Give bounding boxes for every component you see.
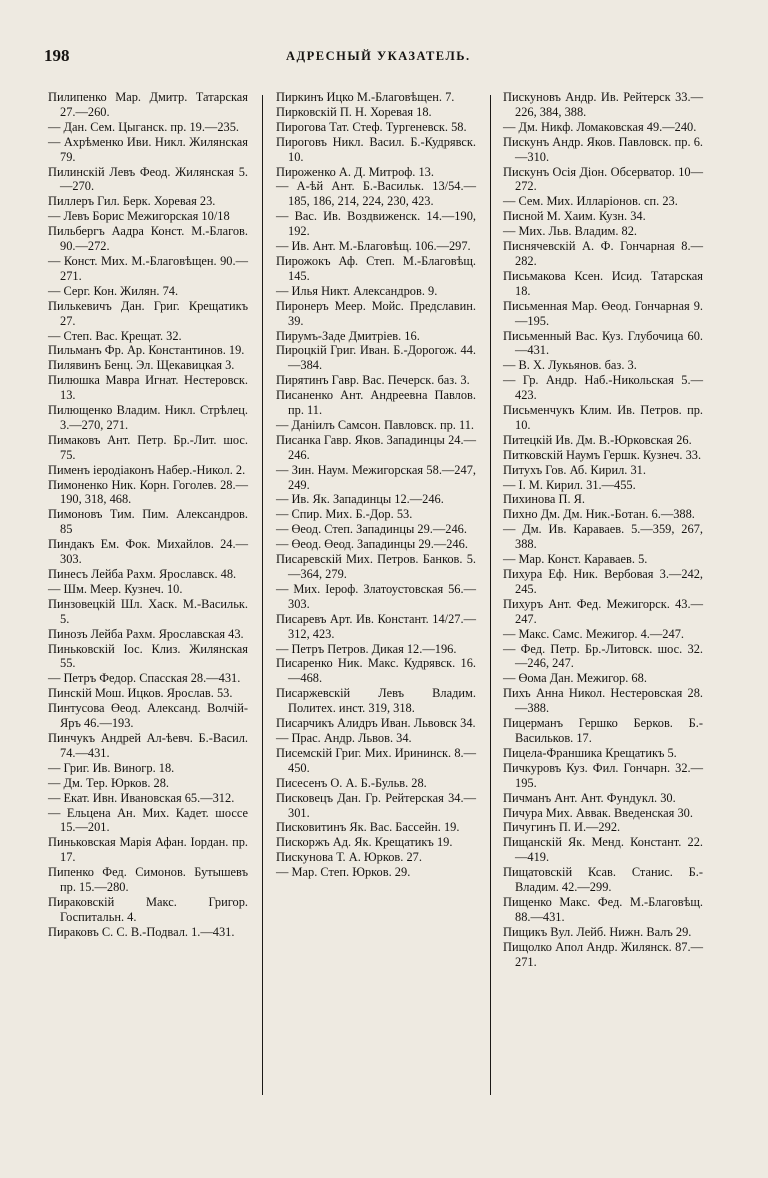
entry: Пипенко Фед. Симонов. Бутышевъ пр. 15.—280. <box>48 865 248 895</box>
entry: — Мар. Конст. Караваев. 5. <box>503 552 648 567</box>
entry: Пиркинъ Ицко М.-Благовѣщен. 7. <box>276 90 455 104</box>
entry: Пимаковъ Ант. Петр. Бр.-Лит. шос. 75. <box>48 432 248 462</box>
entry: — Сем. Мих. Илларіонов. сп. 23. <box>503 194 678 209</box>
entry: Писаревскій Мих. Петров. Банков. 5.—364, 279. <box>276 552 476 581</box>
entry: — Ив. Ант. М.-Благовѣщ. 106.—297. <box>276 239 471 254</box>
entry: Писковецъ Дан. Гр. Рейтерская 34.—301. <box>276 790 476 820</box>
entry: — Даніилъ Самсон. Павловск. пр. 11. <box>276 417 475 432</box>
entry: — Дан. Сем. Цыганск. пр. 19.—235. <box>48 119 240 134</box>
entry: — Мих. Льв. Владим. 82. <box>503 224 638 239</box>
entry: Пинтусова Өеод. Александ. Волчій-Яръ 46.—193. <box>48 701 248 731</box>
entry: — Мих. Іероф. Златоустовская 56.—303. <box>276 581 476 611</box>
entry: Писной М. Хаим. Кузн. 34. <box>503 209 646 224</box>
entry: Пироцкій Григ. Иван. Б.-Дорогож. 44.—384. <box>276 343 476 373</box>
entry: Писаревъ Арт. Ив. Констант. 14/27.—312, 423. <box>276 611 476 641</box>
entry: — Левъ Борис Межигорская 10/18 <box>48 209 230 224</box>
entry: Питецкій Ив. Дм. В.-Юрковская 26. <box>503 432 692 447</box>
entry: Пирковскій П. Н. Хоревая 18. <box>276 104 432 119</box>
entry: Пименъ іеродіаконъ Набер.-Никол. 2. <box>48 462 246 477</box>
entry: — Илья Никт. Александров. 9. <box>276 283 438 298</box>
entry: Письменный Вас. Куз. Глубочица 60.—431. <box>503 328 703 358</box>
page-number: 198 <box>44 46 70 65</box>
entry: Пилипенко Мар. Дмитр. Татарская 27.—260. <box>48 90 248 119</box>
entry: — Өома Дан. Межигор. 68. <box>503 671 647 686</box>
entry: Писарчикъ Алидръ Иван. Львовск 34. <box>276 716 476 731</box>
entry: — Шм. Меер. Кузнеч. 10. <box>48 581 183 596</box>
entry: — Петръ Федор. Спасская 28.—431. <box>48 671 241 686</box>
entry: Пинесъ Лейба Рахм. Ярославск. 48. <box>48 567 237 581</box>
entry: Писемскій Григ. Мих. Ирининск. 8.—450. <box>276 745 476 775</box>
entry: Письменчукъ Клим. Ив. Петров. пр. 10. <box>503 403 703 432</box>
column-1 <box>48 90 248 940</box>
entry: — Григ. Ив. Виногр. 18. <box>48 760 175 775</box>
entry: — Фед. Петр. Бр.-Литовск. шос. 32.—246, 247. <box>503 641 703 671</box>
entry: Писаненко Ант. Андреевна Павлов. пр. 11. <box>276 388 476 418</box>
entry: Пищатовскій Ксав. Станис. Б.-Владим. 42.—299. <box>503 865 703 895</box>
entry: Письмакова Ксен. Исид. Татарская 18. <box>503 268 703 298</box>
entry: Пирумъ-Заде Дмитріев. 16. <box>276 328 420 343</box>
entry: Пинзовецкій Шл. Хаск. М.-Васильк. 5. <box>48 596 248 626</box>
column-3 <box>503 90 703 969</box>
entry: Пиронеръ Меер. Мойс. Предславин. 39. <box>276 298 476 328</box>
entry: Пилявинъ Бенц. Эл. Щекавицкая 3. <box>48 358 235 373</box>
entry: — Конст. Мих. М.-Благовѣщен. 90.—271. <box>48 253 248 283</box>
entry: — А-ѣй Ант. Б.-Васильк. 13/54.—185, 186, 214, 224, 230, 423. <box>276 179 476 209</box>
entry: — Петръ Петров. Дикая 12.—196. <box>276 641 457 656</box>
entry: Писесенъ О. А. Б.-Бульв. 28. <box>276 775 427 790</box>
column-2 <box>276 90 476 880</box>
entry: Пиньковскій Іос. Клиз. Жилянская 55. <box>48 641 248 671</box>
entry: Пираковъ С. С. В.-Подвал. 1.—431. <box>48 924 235 939</box>
entry: Пихуръ Ант. Фед. Межигорск. 43.—247. <box>503 596 703 626</box>
entry: Пирятинъ Гавр. Вас. Печерск. баз. 3. <box>276 373 470 388</box>
column-divider <box>262 95 263 1095</box>
entry: — І. М. Кирил. 31.—455. <box>503 477 636 492</box>
entry: Пихинова П. Я. <box>503 492 586 507</box>
entry: Пираковскій Макс. Григор. Госпитальн. 4. <box>48 894 248 924</box>
entry: Пискунъ Андр. Яков. Павловск. пр. 6.—310. <box>503 134 703 164</box>
entry: — Дм. Никф. Ломаковская 49.—240. <box>503 119 697 134</box>
entry: Пичманъ Ант. Ант. Фундукл. 30. <box>503 790 676 805</box>
entry: Пирогова Тат. Стеф. Тургеневск. 58. <box>276 119 467 134</box>
entry: — Мар. Степ. Юрков. 29. <box>276 865 411 880</box>
entry: — Зин. Наум. Межигорская 58.—247, 249. <box>276 462 476 492</box>
column-divider <box>490 95 491 1095</box>
entry: Пищолко Апол Андр. Жилянск. 87.—271. <box>503 939 703 969</box>
entry: Пищанскій Як. Менд. Констант. 22.—419. <box>503 835 703 865</box>
entry: Пискунова Т. А. Юрков. 27. <box>276 850 422 865</box>
entry: — Дм. Тер. Юрков. 28. <box>48 775 170 790</box>
entry: Писаренко Ник. Макс. Кудрявск. 16.—468. <box>276 656 476 686</box>
entry: Пинозъ Лейба Рахм. Ярославская 43. <box>48 626 244 641</box>
entry: Пицела-Франшика Крещатикъ 5. <box>503 745 677 760</box>
entry: Пироговъ Никл. Васил. Б.-Кудрявск. 10. <box>276 134 476 164</box>
entry: Пиньковская Марія Афан. Іордан. пр. 17. <box>48 835 248 865</box>
entry: — Вас. Ив. Воздвиженск. 14.—190, 192. <box>276 209 476 239</box>
entry: Писнячевскій А. Ф. Гончарная 8.—282. <box>503 239 703 268</box>
entry: — Гр. Андр. Наб.-Никольская 5.—423. <box>503 373 703 403</box>
entry: Пищикъ Вул. Лейб. Нижн. Валъ 29. <box>503 924 692 939</box>
entry: Питухъ Гов. Аб. Кирил. 31. <box>503 462 646 477</box>
entry: — Өеод. Степ. Западинцы 29.—246. <box>276 522 467 537</box>
entry: — Екат. Ивн. Ивановская 65.—312. <box>48 790 235 805</box>
entry: Писанка Гавр. Яков. Западинцы 24.—246. <box>276 432 476 462</box>
entry: — Өеод. Өеод. Западинцы 29.—246. <box>276 537 468 552</box>
entry: — В. Х. Лукьянов. баз. 3. <box>503 358 637 373</box>
entry: Пилющенко Владим. Никл. Стрѣлец. 3.—270, 271. <box>48 403 248 432</box>
entry: Пихъ Анна Никол. Нестеровская 28.—388. <box>503 686 703 716</box>
entry: Пичугинъ П. И.—292. <box>503 820 621 835</box>
entry: Пимоненко Ник. Корн. Гоголев. 28.—190, 318, 468. <box>48 477 248 507</box>
entry: — Дм. Ив. Караваев. 5.—359, 267, 388. <box>503 522 703 552</box>
entry: Пилюшка Мавра Игнат. Нестеровск. 13. <box>48 373 248 403</box>
running-head: АДРЕСНЫЙ УКАЗАТЕЛЬ. <box>286 49 471 63</box>
entry: Пиллеръ Гил. Берк. Хоревая 23. <box>48 194 216 209</box>
entry: — Степ. Вас. Крещат. 32. <box>48 328 182 343</box>
entry: — Прас. Андр. Львов. 34. <box>276 730 412 745</box>
entry: Письменная Мар. Өеод. Гончарная 9.—195. <box>503 298 703 328</box>
entry: Пицерманъ Гершко Берков. Б.-Васильков. 17. <box>503 716 703 745</box>
entry: — Ахрѣменко Иви. Никл. Жилянская 79. <box>48 134 248 164</box>
entry: Пихура Еф. Ник. Вербовая 3.—242, 245. <box>503 567 703 596</box>
entry: Пилькевичъ Дан. Григ. Крещатикъ 27. <box>48 298 248 328</box>
entry: — Спир. Мих. Б.-Дор. 53. <box>276 507 413 522</box>
entry: Пихно Дм. Дм. Ник.-Ботан. 6.—388. <box>503 507 695 522</box>
entry: — Ив. Як. Западинцы 12.—246. <box>276 492 444 507</box>
entry: Пилинскій Левъ Феод. Жилянская 5.—270. <box>48 164 248 194</box>
entry: Пискунъ Осія Діон. Обсерватор. 10—272. <box>503 164 703 194</box>
entry: Пирожокъ Аф. Степ. М.-Благовѣщ. 145. <box>276 253 476 283</box>
entry: Пимоновъ Тим. Пим. Александров. 85 <box>48 507 248 537</box>
entry: Писаржевскій Левъ Владим. Политех. инст. 319, 318. <box>276 686 476 716</box>
entry: Пичкуровъ Куз. Фил. Гончарн. 32.—195. <box>503 760 703 790</box>
entry: Пильбергъ Аадра Конст. М.-Благов. 90.—272. <box>48 224 248 254</box>
entry: Пинчукъ Андрей Ал-ѣевч. Б.-Васил. 74.—431. <box>48 730 248 760</box>
entry: Пиндакъ Ем. Фок. Михайлов. 24.—303. <box>48 537 248 567</box>
entry: — Макс. Самс. Межигор. 4.—247. <box>503 626 684 641</box>
entry: Пищенко Макс. Фед. М.-Благовѣщ. 88.—431. <box>503 894 703 924</box>
entry: Пильманъ Фр. Ар. Константинов. 19. <box>48 343 245 358</box>
entry: Пискуновъ Андр. Ив. Рейтерск 33.—226, 384, 388. <box>503 90 703 119</box>
entry: — Ельцена Ан. Мих. Кадет. шоссе 15.—201. <box>48 805 248 835</box>
entry: Писковитинъ Як. Вас. Бассейн. 19. <box>276 820 460 835</box>
entry: Пинскій Мош. Ицков. Ярослав. 53. <box>48 686 233 701</box>
entry: Пискоржъ Ад. Як. Крещатикъ 19. <box>276 835 453 850</box>
entry: Пичура Мих. Аввак. Введенская 30. <box>503 805 693 820</box>
entry: Пироженко А. Д. Митроф. 13. <box>276 164 434 179</box>
entry: Питковскій Наумъ Гершк. Кузнеч. 33. <box>503 447 702 462</box>
entry: — Серг. Кон. Жилян. 74. <box>48 283 179 298</box>
